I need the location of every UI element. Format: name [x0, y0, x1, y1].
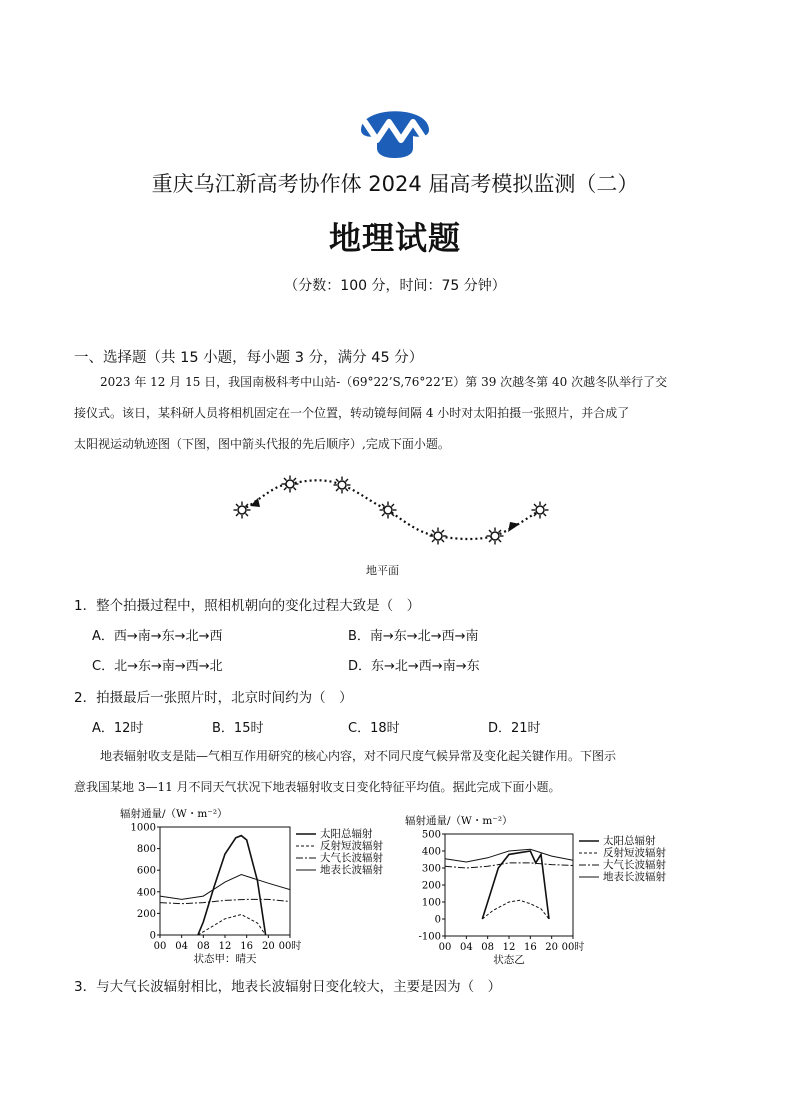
q2-option-b[interactable]: B．15时 [212, 721, 264, 736]
y-tick-label: 400 [136, 887, 156, 899]
chart-state-b [395, 806, 685, 968]
legend-label: 地表长波辐射 [603, 871, 666, 883]
plot-frame [445, 834, 573, 936]
y-tick-label: 100 [421, 897, 441, 909]
intro-line-2: 接仪式。该日，某科研人员将相机固定在一个位置，转动镜每间隔 4 小时对太阳拍摄一张照片，并合成了 [74, 406, 630, 420]
legend-label: 反射短波辐射 [603, 847, 666, 859]
y-tick-label: 300 [421, 863, 441, 875]
x-tick-label: 16 [523, 942, 537, 953]
q1-option-d[interactable]: D．东→北→西→南→东 [348, 659, 480, 674]
legend-label: 太阳总辐射 [603, 835, 656, 847]
legend-label: 大气长波辐射 [603, 859, 666, 871]
exam-title: 重庆乌江新高考协作体 2024 届高考模拟监测（二） [151, 172, 639, 196]
series-line [445, 863, 573, 868]
y-axis-label: 辐射通量/（W・m⁻²） [405, 815, 513, 827]
y-axis-label: 辐射通量/（W・m⁻²） [120, 808, 228, 820]
q2-option-c[interactable]: C．18时 [348, 721, 400, 736]
sun-icon [380, 502, 397, 519]
x-tick-label: 04 [459, 942, 473, 953]
series-line [160, 875, 290, 900]
x-tick-label: 20 [261, 941, 275, 952]
x-tick-label: 08 [196, 941, 210, 952]
question-1-stem: 1．整个拍摄过程中，照相机朝向的变化过程大致是（ ） [74, 598, 421, 614]
chart-title: 状态甲：晴天 [193, 953, 257, 965]
x-tick-label: 00时 [561, 942, 585, 953]
x-tick-label: 00时 [278, 941, 302, 952]
intro-line-1: 2023 年 12 月 15 日，我国南极科考中山站-（69°22’S,76°22’E）第 39 次越冬第 40 次越冬队举行了交 [100, 375, 668, 389]
sun-icon [430, 528, 447, 545]
y-tick-label: -100 [418, 931, 441, 943]
y-tick-label: 0 [149, 930, 156, 942]
sun-icon [334, 477, 351, 494]
passage2-line-2: 意我国某地 3—11 月不同天气状况下地表辐射收支日变化特征平均值。据此完成下面小题。 [74, 780, 561, 794]
sun-icon [487, 528, 504, 545]
passage2-line-1: 地表辐射收支是陆—气相互作用研究的核心内容，对不同尺度气候异常及变化起关键作用。下图示 [100, 749, 617, 763]
intro-line-3: 太阳视运动轨迹图（下图，图中箭头代报的先后顺序）,完成下面小题。 [74, 437, 450, 451]
y-tick-label: 200 [421, 880, 441, 892]
score-info: （分数：100 分，时间：75 分钟） [284, 278, 506, 294]
x-tick-label: 20 [545, 942, 559, 953]
legend-label: 太阳总辐射 [320, 828, 373, 840]
legend-label: 地表长波辐射 [320, 864, 383, 876]
y-tick-label: 200 [136, 908, 156, 920]
logo [355, 100, 435, 158]
y-tick-label: 1000 [130, 822, 156, 834]
q1-option-c[interactable]: C．北→东→南→西→北 [92, 659, 223, 674]
x-tick-label: 12 [218, 941, 232, 952]
series-line [198, 915, 266, 936]
y-tick-label: 0 [434, 914, 441, 926]
series-line [482, 900, 549, 919]
figure1-caption: 地平面 [366, 564, 399, 577]
subject-title: 地理试题 [328, 219, 461, 257]
chart-sunny [110, 806, 395, 968]
q1-option-a[interactable]: A．西→南→东→北→西 [92, 629, 223, 644]
arrow-icon [250, 498, 260, 507]
y-tick-label: 500 [421, 829, 441, 841]
chart-title: 状态乙 [493, 954, 525, 966]
q2-option-d[interactable]: D．21时 [488, 721, 541, 736]
x-tick-label: 00 [438, 942, 452, 953]
x-tick-label: 08 [481, 942, 495, 953]
x-tick-label: 16 [240, 941, 254, 952]
question-3-stem: 3．与大气长波辐射相比，地表长波辐射日变化较大，主要是因为（ ） [74, 979, 502, 995]
x-tick-label: 12 [502, 942, 516, 953]
y-tick-label: 400 [421, 846, 441, 858]
y-tick-label: 600 [136, 865, 156, 877]
series-line [160, 899, 290, 903]
y-tick-label: 800 [136, 844, 156, 856]
q2-option-a[interactable]: A．12时 [92, 721, 144, 736]
x-tick-label: 00 [153, 941, 167, 952]
sun-icon [234, 502, 251, 519]
sun-icon [532, 502, 549, 519]
legend-label: 反射短波辐射 [320, 840, 383, 852]
section-heading: 一、选择题（共 15 小题，每小题 3 分，满分 45 分） [74, 350, 424, 366]
sun-path-figure [220, 470, 560, 555]
legend-label: 大气长波辐射 [320, 852, 383, 864]
series-line [482, 851, 549, 919]
q1-option-b[interactable]: B．南→东→北→西→南 [348, 629, 479, 644]
x-tick-label: 04 [175, 941, 189, 952]
series-line [198, 836, 266, 935]
sun-icon [282, 476, 299, 493]
question-2-stem: 2．拍摄最后一张照片时，北京时间约为（ ） [74, 690, 353, 706]
